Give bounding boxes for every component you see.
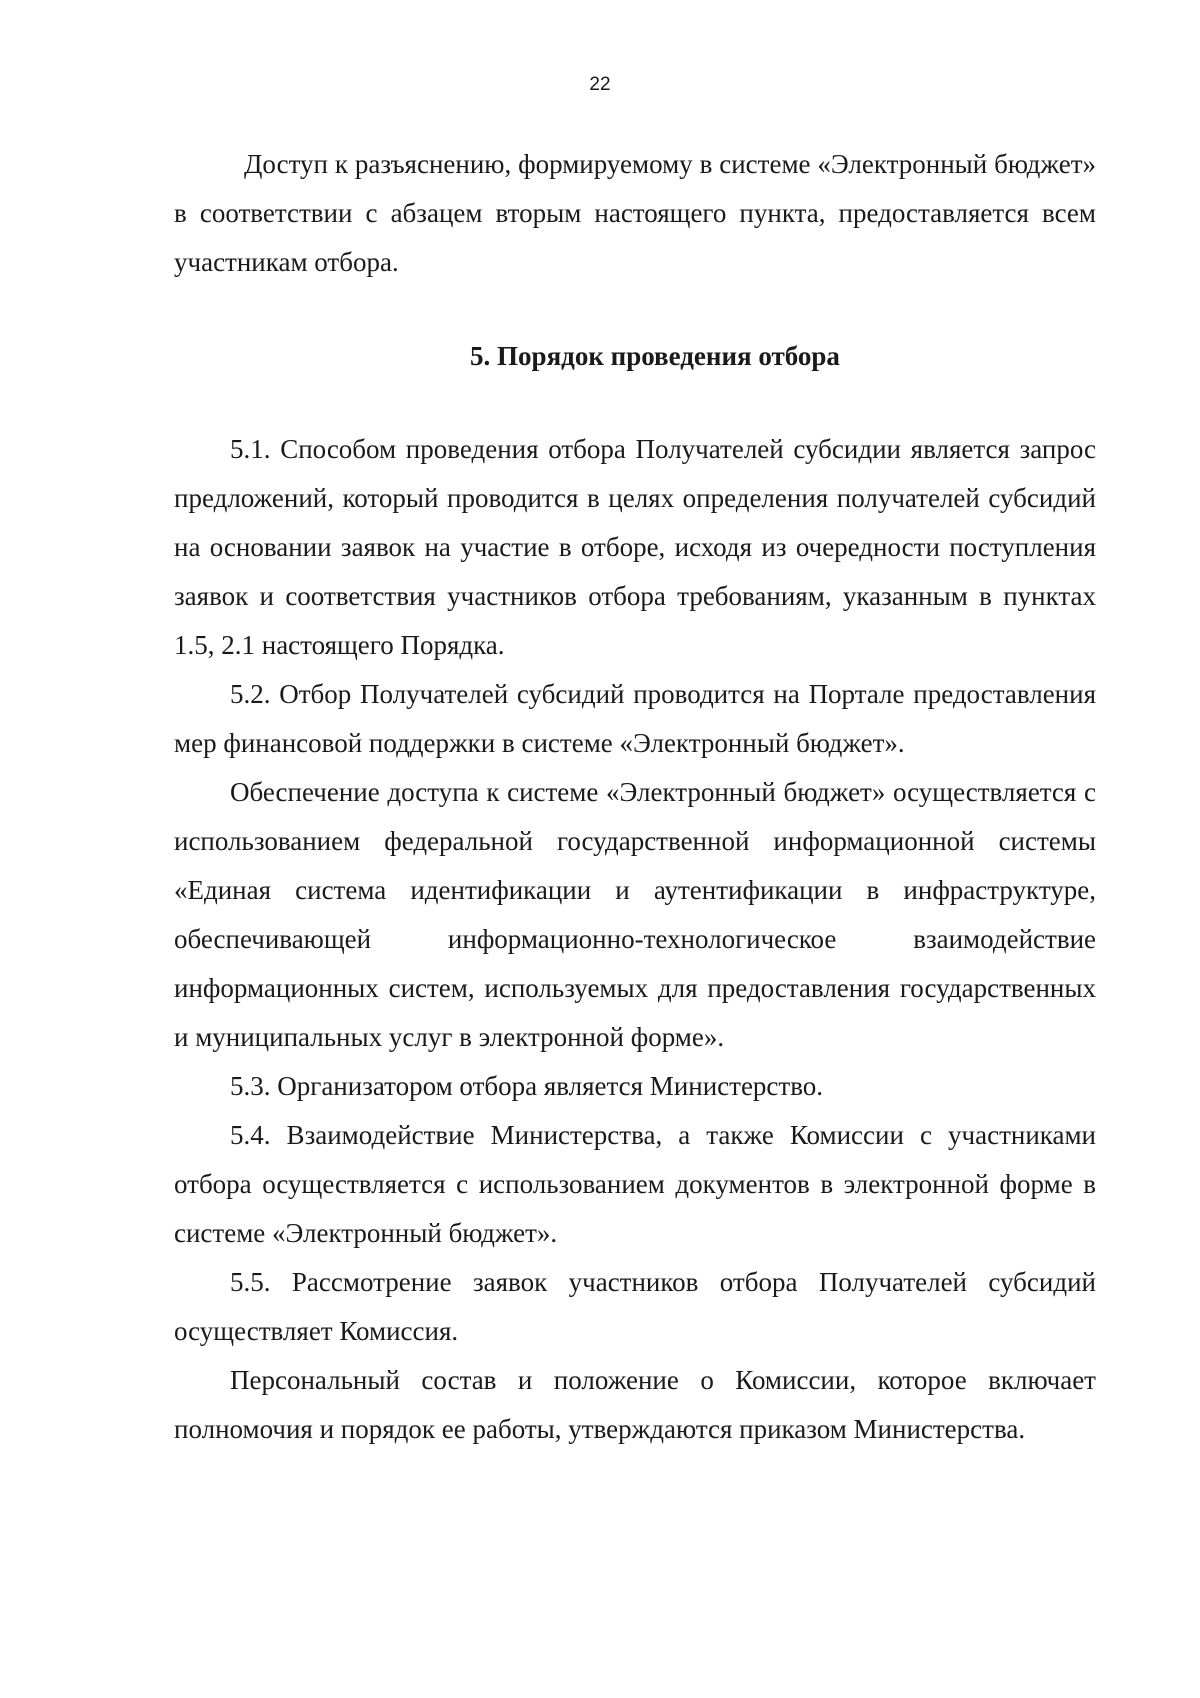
paragraph-5-3: 5.3. Организатором отбора является Министерство. — [230, 1071, 824, 1101]
paragraph-5-5: 5.5. Рассмотрение заявок участников отбора Получателей субсидий осуществляет Комиссия. — [174, 1267, 1096, 1346]
paragraph-5-1: 5.1. Способом проведения отбора Получателей субсидии является запрос предложений, который проводится в целях определения получателей субсидий на основании заявок на участие в отборе, исходя из очередности поступления заявок и соответствия участников отбора требованиям, указанным в пунктах 1.5, 2.1 настоящего Порядка. — [174, 434, 1096, 660]
section-heading: 5. Порядок проведения отбора — [470, 341, 840, 371]
document-body — [174, 140, 1096, 1454]
paragraph-access-clarification: Доступ к разъяснению, формируемому в системе «Электронный бюджет» в соответствии с абзацем вторым настоящего пункта, предоставляется всем участникам отбора. — [174, 149, 1096, 277]
paragraph-commission-composition: Персональный состав и положение о Комиссии, которое включает полномочия и порядок ее работы, утверждаются приказом Министерства. — [174, 1365, 1096, 1444]
paragraph-5-4: 5.4. Взаимодействие Министерства, а также Комиссии с участниками отбора осуществляется с использованием документов в электронной форме в системе «Электронный бюджет». — [174, 1120, 1096, 1248]
paragraph-5-2: 5.2. Отбор Получателей субсидий проводится на Портале предоставления мер финансовой поддержки в системе «Электронный бюджет». — [174, 679, 1096, 758]
paragraph-access-provision: Обеспечение доступа к системе «Электронный бюджет» осуществляется с использованием федеральной государственной информационной системы «Единая система идентификации и аутентификации в инфраструктуре, обеспечивающей информационно-технологическое взаимодействие информационных систем, используемых для предоставления государственных и муниципальных услуг в электронной форме». — [174, 777, 1096, 1052]
page-number: 22 — [589, 74, 611, 95]
